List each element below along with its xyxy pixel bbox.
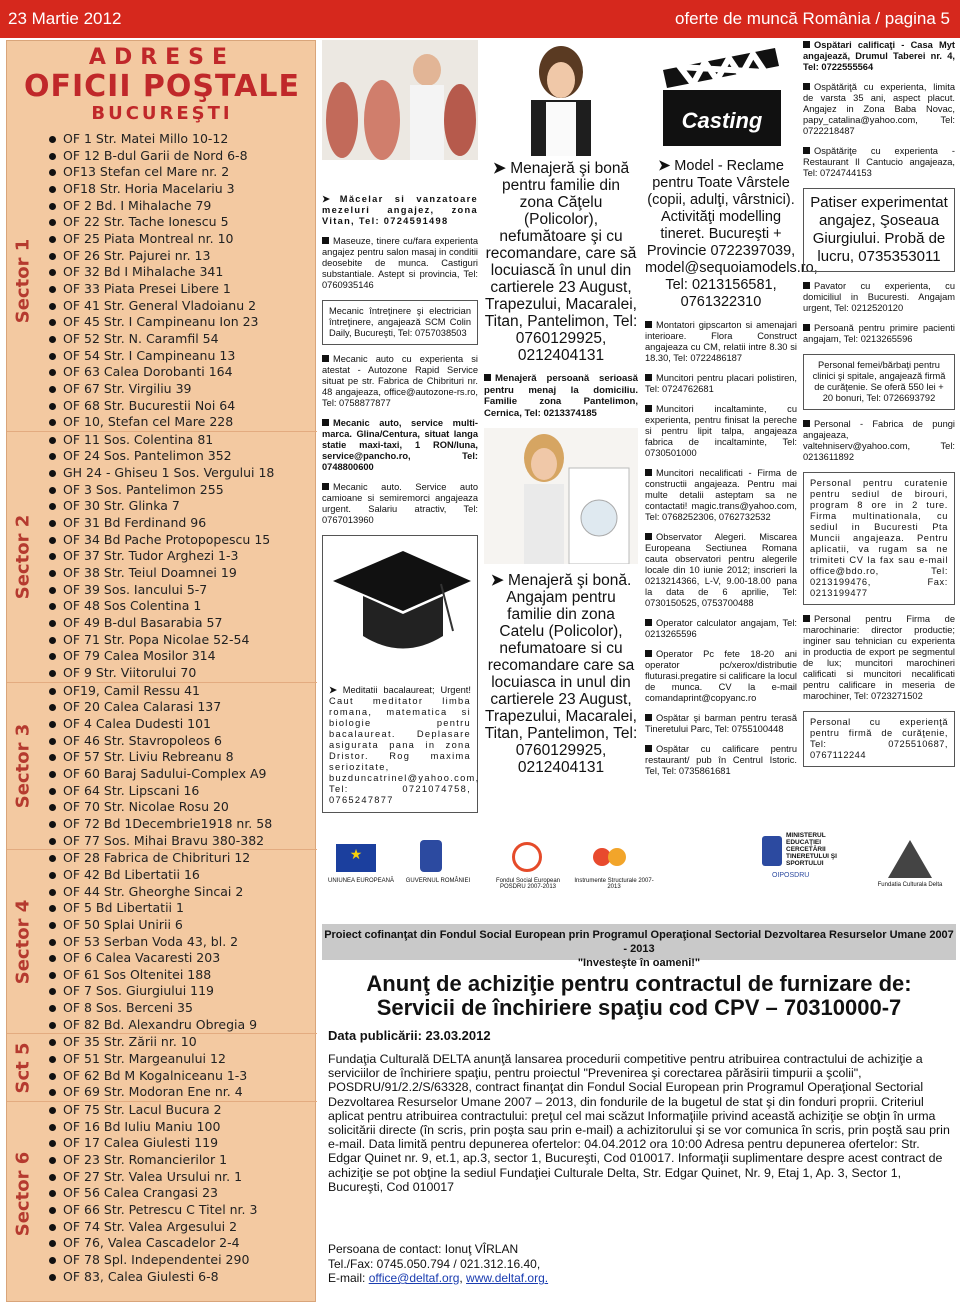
sector-label-text: Sector 2 — [12, 514, 34, 599]
post-office-item: OF 53 Serban Voda 43, bl. 2 — [39, 934, 317, 951]
sector-label-text: Sct 5 — [12, 1042, 34, 1094]
arrow-icon: ➤ — [322, 194, 330, 204]
structural-instruments-icon — [590, 842, 630, 872]
ad-waiters-myt: Ospătari calificaţi - Casa Myt angajează, Drumul Taberei nr. 4, Tel: 0722555564 — [803, 40, 955, 72]
arrow-icon: ➤ — [329, 685, 337, 695]
ad-cleaning-firm: Personal cu experienţă pentru firmă de curăţenie, Tel: 0725510687, 0767112244 — [803, 711, 955, 767]
sector-label — [7, 850, 39, 1033]
sector-group — [7, 131, 317, 431]
post-office-item: GH 24 - Ghiseu 1 Sos. Vergului 18 — [39, 465, 317, 482]
post-office-item: OF 4 Calea Dudesti 101 — [39, 716, 317, 733]
delta-logo-icon — [888, 840, 932, 878]
bullet-square-icon — [803, 83, 810, 90]
ads-column-4 — [645, 40, 818, 786]
ad-waitress-2: Ospătăriţe cu experienta - Restaurant Il Cantucio angajeaza, Tel: 0724744153 — [803, 146, 955, 178]
bullet-square-icon — [322, 237, 329, 244]
post-office-item: OF 34 Bd Pache Protopopescu 15 — [39, 532, 317, 549]
bullet-square-icon — [645, 469, 652, 476]
post-office-list — [6, 40, 316, 1302]
post-office-item: OF 61 Sos Oltenitei 188 — [39, 967, 317, 984]
post-office-item: OF19, Camil Ressu 41 — [39, 683, 317, 700]
post-office-item: OF 42 Bd Libertatii 16 — [39, 867, 317, 884]
bullet-square-icon — [803, 420, 810, 427]
post-office-item: OF13 Stefan cel Mare nr. 2 — [39, 164, 317, 181]
post-office-item: OF 45 Str. I Campineanu Ion 23 — [39, 314, 317, 331]
post-office-item: OF 51 Str. Margeanului 12 — [39, 1051, 317, 1068]
announcement-body: Fundaţia Culturală DELTA anunţă lansarea procedurii competitive pentru atribuirea contractului de achiziţie a serviciilor de închiriere spaţiu, pentru proiectul "Prevenirea şi corectarea părăsirii timpurii a şcolii", POSDRU/91/2.2/S/63328, contract finanţat din Fondul Social European prin Programul Operaţional Sectorial Dezvoltarea Resurselor Umane 2007 – 2013, din fondurile de la bugetul de stat şi din fonduri proprii. Criteriul aplicat pentru atribuirea contractului: preţul cel mai scăzut Informaţiile privind această achiziţie se obţin în urma solicitării directe (în scris, prin poşta sau prin e-mail) a achizitorului şi se vor comunica în scris, prin poştă sau prin e-mail. Data limită pentru depunerea ofertelor: 04.04.2012 ora 10:00 Adresa pentru depunerea ofertelor: Str. Edgar Quinet nr. 9, et.1, ap.3, sector 1, Bucureşti, Cod 010017. Informaţii suplimentare despre acest contract de achiziţie se pot obţine la sediul Fundaţiei Culturale Delta, Str. Edgar Quinet, Nr. 9, Etaj 1, Ap. 3, Sector 1, Bucureşti, Cod 010017 — [328, 1052, 950, 1194]
bullet-square-icon — [803, 324, 810, 331]
post-office-item: OF 5 Bd Libertatii 1 — [39, 900, 317, 917]
ad-office-cleaning: Personal pentru curatenie pentru sediul de birouri, program 8 ore in 2 ture. Firma multinationala, cu sediul in Bucuresti Pta Muncii angajeaza. Pentru aplicatii, va rugam sa ne trimiteti CV la fax sau e-mail office@bdo.ro, Tel: 0213199476, Fax: 0213199477 — [803, 472, 955, 605]
arrow-icon: ➤ — [658, 158, 671, 174]
logo-gov-label: GUVERNUL ROMÂNIEI — [405, 878, 471, 884]
post-office-item: OF 46 Str. Stavropoleos 6 — [39, 733, 317, 750]
sector-group — [7, 431, 317, 682]
offices-title-1: ADRESE — [88, 45, 236, 70]
bullet-square-icon — [645, 374, 652, 381]
contact-block: Persoana de contact: Ionuţ VÎRLAN Tel./Fax: 0745.050.794 / 021.312.16.40, E-mail: office@deltaf.org, www.deltaf.org. — [328, 1242, 950, 1286]
ministry-crest-icon — [762, 836, 782, 866]
sector-label-text: Sector 1 — [12, 238, 34, 324]
announcement-title — [322, 972, 956, 1020]
post-office-item: OF 35 Str. Zării nr. 10 — [39, 1034, 317, 1051]
ad-butcher: ➤ Măcelar si vanzatoare mezeluri angajez, zona Vitan, Tel: 0724591498 — [322, 194, 478, 226]
coat-of-arms-icon — [420, 840, 442, 872]
post-office-item: OF 50 Splai Unirii 6 — [39, 917, 317, 934]
ad-waitress-1: Ospătăriţă cu experienta, limita de varsta 35 ani, aspect placut. Angajez in Zona Baba Novac, papy_catalina@yahoo.com, Tel: 0722218487 — [803, 82, 955, 136]
ad-mechanic-trucks: Mecanic auto. Service auto camioane si semiremorci angajeaza urgent. Salariu atractiv, Tel: 0767013960 — [322, 482, 478, 525]
casting-label: Casting — [681, 108, 763, 133]
post-office-item: OF 74 Str. Valea Argesului 2 — [39, 1219, 317, 1236]
publication-date: Data publicării: 23.03.2012 — [328, 1028, 491, 1043]
graduation-cap-icon — [323, 536, 477, 676]
post-office-item: OF 39 Sos. Iancului 5-7 — [39, 582, 317, 599]
post-office-item: OF18 Str. Horia Macelariu 3 — [39, 181, 317, 198]
post-office-item: OF 49 B-dul Basarabia 57 — [39, 615, 317, 632]
post-office-item: OF 48 Sos Colentina 1 — [39, 598, 317, 615]
post-office-item: OF 16 Bd Iuliu Maniu 100 — [39, 1119, 317, 1136]
sector-label — [7, 683, 39, 850]
sector-group — [7, 1033, 317, 1101]
post-office-item: OF 72 Bd 1Decembrie1918 nr. 58 — [39, 816, 317, 833]
post-office-item: OF 60 Baraj Sadului-Complex A9 — [39, 766, 317, 783]
logo-oiposdru-label: OIPOSDRU — [772, 872, 810, 879]
post-office-item: OF 1 Str. Matei Millo 10-12 — [39, 131, 317, 148]
post-office-item: OF 79 Calea Mosilor 314 — [39, 648, 317, 665]
title-line-1: Anunţ de achiziţie pentru contractul de furnizare de: — [366, 971, 912, 996]
post-office-item: OF 52 Str. N. Caramfil 54 — [39, 331, 317, 348]
ad-polystyrene: Muncitori pentru placari polistiren, Tel: 0724762681 — [645, 373, 797, 394]
post-office-item: OF 63 Calea Dorobanti 164 — [39, 364, 317, 381]
post-office-item: OF 71 Str. Popa Nicolae 52-54 — [39, 632, 317, 649]
bullet-square-icon — [645, 321, 652, 328]
post-office-item: OF 25 Piata Montreal nr. 10 — [39, 231, 317, 248]
sector-label — [7, 1102, 39, 1285]
post-office-item: OF 8 Sos. Berceni 35 — [39, 1000, 317, 1017]
ad-waiter-terrace: Ospătar şi barman pentru terasă Tineretului Parc, Tel: 0755100448 — [645, 713, 797, 734]
ad-waiter-pub: Ospătar cu calificare pentru restaurant/ pub în Centrul Istoric. Tel, Tel: 0735861681 — [645, 744, 797, 776]
post-office-item: OF 64 Str. Lipscani 16 — [39, 783, 317, 800]
post-office-item: OF 17 Calea Giulesti 119 — [39, 1135, 317, 1152]
post-office-item: OF 76, Valea Cascadelor 2-4 — [39, 1235, 317, 1252]
website-link[interactable]: www.deltaf.org. — [466, 1271, 549, 1285]
post-office-item: OF 56 Calea Crangasi 23 — [39, 1185, 317, 1202]
page-header — [0, 0, 960, 38]
contact-person: Persoana de contact: Ionuţ VÎRLAN — [328, 1242, 519, 1256]
eu-flag-icon: ★ — [336, 844, 376, 872]
logo-fse-label: Fondul Social European POSDRU 2007-2013 — [495, 878, 561, 890]
post-office-item: OF 10, Stefan cel Mare 228 — [39, 414, 317, 431]
ad-pastry: Patiser experimentat angajez, Şoseaua Giurgiului. Probă de lucru, 0735353011 — [803, 188, 955, 272]
post-office-item: OF 12 B-dul Garii de Nord 6-8 — [39, 148, 317, 165]
offices-title-2: OFICII POŞTALE — [23, 69, 300, 104]
maid-photo — [484, 40, 638, 156]
procurement-announcement — [322, 820, 956, 1304]
funding-banner — [322, 924, 956, 969]
ad-mechanic-colin: Mecanic întreţinere şi electrician întreţinere, angajează SCM Colin Daily, Bucureşti, Tel: 0757038503 — [322, 300, 478, 345]
butcher-photo — [322, 40, 478, 160]
post-office-item: OF 30 Str. Glinka 7 — [39, 498, 317, 515]
ad-bags-factory: Personal - Fabrica de pungi angajeaza, valtehniserv@yahoo.com, Tel: 0213611892 — [803, 419, 955, 462]
post-office-item: OF 41 Str. General Vladoianu 2 — [39, 298, 317, 315]
post-office-item: OF 69 Str. Modoran Ene nr. 4 — [39, 1084, 317, 1101]
post-office-item: OF 23 Str. Romancierilor 1 — [39, 1152, 317, 1169]
post-office-item: OF 83, Calea Giulesti 6-8 — [39, 1269, 317, 1286]
casting-clapperboard — [645, 40, 797, 152]
sector-label — [7, 131, 39, 431]
logo-ministry-label: MINISTERUL EDUCAŢIEI CERCETĂRII TINERETULUI ŞI SPORTULUI — [786, 832, 837, 867]
ad-mechanic-autozone: Mecanic auto cu experienta si atestat - Autozone Rapid Service situat pe str. Fabrica de Chibrituri nr. 48 angajeaza, office@autozone-rs.ro, Tel: 0758877877 — [322, 354, 478, 408]
post-office-item: OF 62 Bd M Kogalniceanu 1-3 — [39, 1068, 317, 1085]
post-office-item: OF 22 Str. Tache Ionescu 5 — [39, 214, 317, 231]
ad-cleaning-clinics: Personal femei/bărbaţi pentru clinici şi spitale, angajează firmă de curăţenie. Se oferă 550 lei + 20 bonuri, Tel: 0726693792 — [803, 354, 955, 410]
sponsor-logos — [322, 820, 956, 920]
email-label: E-mail: — [328, 1271, 366, 1285]
logo-is-label: Instrumente Structurale 2007-2013 — [574, 878, 654, 890]
sector-label-text: Sector 3 — [12, 723, 34, 809]
ads-column-5 — [803, 40, 955, 776]
email-link[interactable]: office@deltaf.org — [368, 1271, 460, 1285]
bullet-square-icon — [803, 147, 810, 154]
header-date: 23 Martie 2012 — [8, 9, 122, 28]
post-office-item: OF 44 Str. Gheorghe Sincai 2 — [39, 884, 317, 901]
post-office-item: OF 78 Spl. Independentei 290 — [39, 1252, 317, 1269]
post-office-item: OF 11 Sos. Colentina 81 — [39, 432, 317, 449]
bullet-square-icon — [645, 533, 652, 540]
post-office-item: OF 2 Bd. I Mihalache 79 — [39, 198, 317, 215]
ad-observer: Observator Alegeri. Miscarea Europeana Sectiunea Romana cauta observatori pentru alegerile locale din 10 iunie 2012; inscrieri la 0213214366, L-V, 9.00-18.00 pana la data de 6 aprilie, Tel: 0730150525, 0753700488 — [645, 532, 797, 608]
sector-label — [7, 1034, 39, 1101]
post-office-item: OF 24 Sos. Pantelimon 352 — [39, 448, 317, 465]
post-office-item: OF 27 Str. Valea Ursului nr. 1 — [39, 1169, 317, 1186]
ad-model: ➤ Model - Reclame pentru Toate Vârstele (copii, adulţi, vârstnici). Activităţi modelling tineret. Bucureşti + Provincie 0722397039, model@sequoiamodels.ro, Tel: 0213156581, 0761322310 — [645, 158, 818, 310]
woman-laundry-photo — [484, 428, 638, 564]
post-office-item: OF 54 Str. I Campineanu 13 — [39, 348, 317, 365]
post-office-item: OF 37 Str. Tudor Arghezi 1-3 — [39, 548, 317, 565]
ad-reception: Persoană pentru primire pacienti angajam, Tel: 0213265596 — [803, 323, 955, 344]
post-office-item: OF 67 Str. Virgiliu 39 — [39, 381, 317, 398]
post-office-item: OF 32 Bd I Mihalache 341 — [39, 264, 317, 281]
bullet-square-icon — [803, 615, 810, 622]
bullet-square-icon — [322, 483, 329, 490]
header-section: oferte de muncă România / pagina 5 — [674, 9, 950, 28]
ads-column-3 — [484, 40, 638, 785]
ad-paver: Pavator cu experienta, cu domiciliul in Bucuresti. Angajam urgent, Tel: 0212520120 — [803, 281, 955, 313]
post-office-item: OF 38 Str. Teiul Doamnei 19 — [39, 565, 317, 582]
post-office-item: OF 20 Calea Calarasi 137 — [39, 699, 317, 716]
post-office-item: OF 33 Piata Presei Libere 1 — [39, 281, 317, 298]
post-office-item: OF 66 Str. Petrescu C Titel nr. 3 — [39, 1202, 317, 1219]
post-office-item: OF 28 Fabrica de Chibrituri 12 — [39, 850, 317, 867]
ad-tutoring: ➤ Meditatii bacalaureat; Urgent! Caut meditator limba romana, matematica si biologie pentru bacalaureat. Deplasare asigurata pana in zona Dristor. Rog maxima seriozitate, buzduncatrinel@yahoo.com, Tel: 0721074758, 0765247877 — [322, 535, 478, 813]
bullet-square-icon — [803, 41, 810, 48]
bullet-square-icon — [645, 405, 652, 412]
bullet-square-icon — [645, 745, 652, 752]
ad-masseuse: Maseuze, tinere cu/fara experienta angajez pentru salon masaj in conditii deosebite de munca. Castiguri substantiale. Astept si provincia, Tel: 0760935146 — [322, 236, 478, 290]
ad-shoemaker: Muncitori incaltaminte, cu experienta, pentru finisat la pereche si pentru lipit talpa, angajeaza fabrica de incaltaminte, Tel: 0730501000 — [645, 404, 797, 458]
post-office-item: OF 75 Str. Lacul Bucura 2 — [39, 1102, 317, 1119]
post-office-item: OF 68 Str. Bucurestii Noi 64 — [39, 398, 317, 415]
logo-eu-label: UNIUNEA EUROPEANĂ — [327, 878, 394, 884]
ad-maid-3: ➤ Menajeră şi bonă. Angajam pentru familie din zona Catelu (Policolor), nefumatoare si cu recomandare care sa locuiasca in unul din cartierele 23 August, Trapezului, Macaralei, Titan, Pantelimon, Tel: 0760129925, 0212404131 — [484, 572, 638, 776]
contact-phone: Tel./Fax: 0745.050.794 / 021.312.16.40, — [328, 1256, 541, 1271]
sector-group — [7, 849, 317, 1033]
title-line-2: Servicii de închiriere spaţiu cod CPV – 70310000-7 — [376, 995, 902, 1020]
ads-column-2 — [322, 40, 478, 822]
sector-label-text: Sector 6 — [12, 1151, 34, 1236]
sector-label-text: Sector 4 — [12, 899, 34, 985]
post-office-item: OF 31 Bd Ferdinand 96 — [39, 515, 317, 532]
banner-line-2: "Investeşte în oameni!" — [577, 957, 701, 969]
logo-delta-label: Fundatia Culturala Delta — [877, 882, 943, 888]
post-office-item: OF 26 Str. Pajurei nr. 13 — [39, 248, 317, 265]
bullet-square-icon — [645, 619, 652, 626]
ad-drywall: Montatori gipscarton si amenajari interioare. Flora Construct angajeaza cu CM, relatii intre 8.30 si 18.30, Tel: 0722486187 — [645, 320, 797, 363]
bullet-square-icon — [322, 419, 329, 426]
ad-pc-operator: Operator Pc fete 18-20 ani operator pc/xerox/distributie fluturasi.pregatire si calificare la locul de munca. CV la e-mail comandaprint@copyanc.ro — [645, 649, 797, 703]
sector-group — [7, 1101, 317, 1285]
post-office-item: OF 3 Sos. Pantelimon 255 — [39, 482, 317, 499]
post-office-item: OF 70 Str. Nicolae Rosu 20 — [39, 799, 317, 816]
post-office-item: OF 9 Str. Viitorului 70 — [39, 665, 317, 682]
fse-logo-icon — [512, 842, 542, 872]
sectors-container — [7, 131, 317, 1285]
bullet-square-icon — [803, 282, 810, 289]
arrow-icon: ➤ — [490, 572, 504, 589]
post-office-item: OF 57 Str. Liviu Rebreanu 8 — [39, 749, 317, 766]
ad-unskilled: Muncitori necalificati - Firma de constructii angajeaza. Pentru mai multe detalii asteptam sa ne contactati! magic.trans@yahoo.com, Tel: 0768252306, 0762732532 — [645, 468, 797, 522]
ad-mechanic-pancho: Mecanic auto, service multi-marca. Glina/Centura, situat langa statie maxi-taxi, 1 RON/luna, service@pancho.ro, Tel: 0748800600 — [322, 418, 478, 472]
arrow-icon: ➤ — [492, 160, 506, 177]
ad-maid-1: ➤ Menajeră şi bonă pentru familie din zona Căţelu (Policolor), nefumătoare şi cu recomandare, care să locuiască în unul din cartierele 23 August, Trapezului, Macaralei, Titan, Pantelimon, Tel: 0760129925, 0212404131 — [484, 160, 638, 364]
post-office-item: OF 82 Bd. Alexandru Obregia 9 — [39, 1017, 317, 1034]
post-office-item: OF 6 Calea Vacaresti 203 — [39, 950, 317, 967]
bullet-square-icon — [484, 374, 491, 381]
post-office-item: OF 77 Sos. Mihai Bravu 380-382 — [39, 833, 317, 850]
sector-group — [7, 682, 317, 850]
sector-label — [7, 432, 39, 682]
ad-leather: Personal pentru Firma de marochinarie: director productie; inginer sau tehnician cu experienta in productia de export pe segmentul de lux; muncitori marochineri calificati si muncitori necalificati pentru calificare in meseria de marochiner, Tel: 0723271502 — [803, 614, 955, 701]
offices-title-3: BUCUREŞTI — [91, 103, 233, 124]
ad-maid-2: Menajeră persoană serioasă pentru menaj la domiciliu. Familie zona Pantelimon, Cernica, Tel: 0213374185 — [484, 373, 638, 419]
banner-line-1: Proiect cofinanţat din Fondul Social European prin Programul Operaţional Sectorial Dezvoltarea Resurselor Umane 2007 - 2013 — [324, 929, 954, 955]
bullet-square-icon — [322, 355, 329, 362]
bullet-square-icon — [645, 650, 652, 657]
ad-computer-operator: Operator calculator angajam, Tel: 0213265596 — [645, 618, 797, 639]
bullet-square-icon — [645, 714, 652, 721]
post-office-item: OF 7 Sos. Giurgiului 119 — [39, 983, 317, 1000]
